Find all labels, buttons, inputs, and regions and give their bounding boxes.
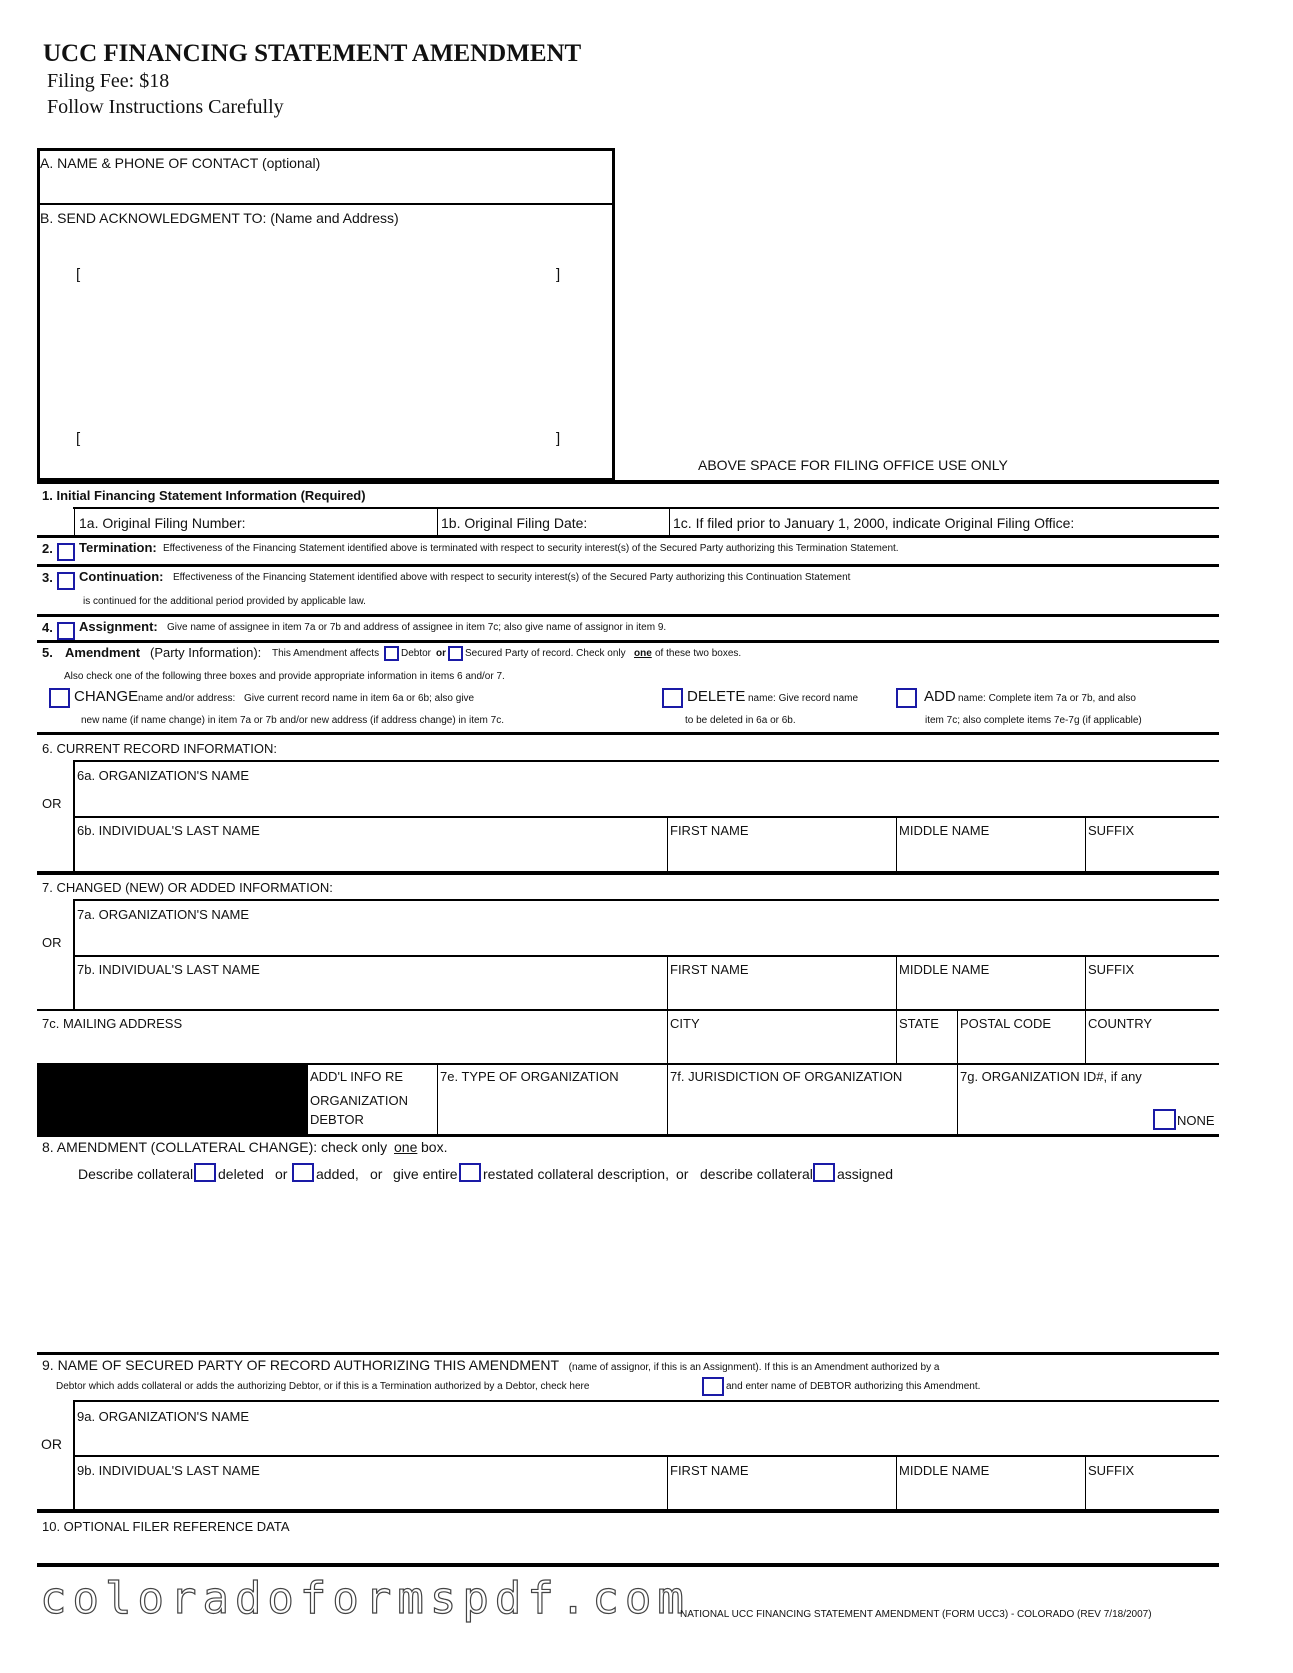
s7-or: OR: [42, 935, 62, 950]
s6-title: 6. CURRENT RECORD INFORMATION:: [42, 741, 277, 756]
collateral-deleted-checkbox[interactable]: [194, 1163, 216, 1182]
s9-title-row: [42, 1357, 1042, 1374]
watermark: coloradoformspdf.com: [40, 1573, 690, 1624]
ack-label: B. SEND ACKNOWLEDGMENT TO: (Name and Address): [40, 210, 399, 226]
debtor-checkbox[interactable]: [384, 646, 399, 661]
s10-input[interactable]: [45, 1538, 1214, 1562]
s5-change: CHANGE: [74, 688, 139, 705]
s8-deleted: deleted: [218, 1166, 264, 1182]
s5-also: Also check one of the following three boxes and provide appropriate information in items 6 and/or 7.: [64, 671, 505, 682]
s8-give: give entire: [393, 1166, 458, 1182]
s6a-label: 6a. ORGANIZATION'S NAME: [77, 768, 249, 783]
collateral-added-checkbox[interactable]: [292, 1163, 314, 1182]
continuation-checkbox[interactable]: [57, 572, 75, 590]
s5-affects: This Amendment affects: [272, 648, 380, 659]
s5-heading: Amendment: [65, 645, 141, 660]
s5-one: one: [634, 648, 652, 659]
s8-added: added,: [316, 1166, 359, 1182]
s5-number: 5.: [42, 645, 53, 660]
ack-bracket-close: ]: [556, 266, 561, 283]
collateral-assigned-checkbox[interactable]: [813, 1163, 835, 1182]
s9-first-label: FIRST NAME: [670, 1463, 749, 1478]
s7-middle-label: MIDDLE NAME: [899, 962, 990, 977]
s7f-label: 7f. JURISDICTION OF ORGANIZATION: [670, 1069, 903, 1084]
s2-heading: Termination:: [79, 540, 157, 555]
s8-box: box.: [421, 1139, 448, 1155]
delete-checkbox[interactable]: [662, 688, 683, 708]
s5-add: ADD: [924, 688, 956, 705]
s5-or: or: [436, 648, 446, 659]
s7-postal-label: POSTAL CODE: [960, 1016, 1052, 1031]
s5-delete: DELETE: [687, 688, 746, 705]
s5-change-t3: new name (if name change) in item 7a or 7b and/or new address (if address change) in item 7c.: [81, 715, 504, 726]
s9-suffix-label: SUFFIX: [1088, 1463, 1135, 1478]
s7g-label: 7g. ORGANIZATION ID#, if any: [960, 1069, 1142, 1084]
s5-add-t1: name: Complete item 7a or 7b, and also: [958, 693, 1136, 704]
s3-number: 3.: [42, 570, 53, 585]
termination-checkbox[interactable]: [57, 543, 75, 561]
s2-text: Effectiveness of the Financing Statement identified above is terminated with respect to security interest(s) of the Secured Party authorizing this Termination Statement.: [163, 543, 899, 554]
s3-text-2: is continued for the additional period provided by applicable law.: [83, 596, 366, 607]
redacted-block: [37, 1064, 308, 1136]
s9a-input[interactable]: [80, 1427, 1214, 1455]
s7-suffix-label: SUFFIX: [1088, 962, 1135, 977]
s9-or: OR: [41, 1436, 62, 1452]
ack-address-input[interactable]: [90, 265, 549, 434]
s5-delete-t2: to be deleted in 6a or 6b.: [685, 715, 796, 726]
debtor-authorizing-checkbox[interactable]: [702, 1377, 724, 1396]
s8-or-1: or: [275, 1166, 288, 1182]
s6-middle-label: MIDDLE NAME: [899, 823, 990, 838]
s1-title: 1. Initial Financing Statement Information (Required): [42, 488, 366, 503]
ack-bracket-close-2: ]: [556, 430, 561, 447]
s7d-label-1: ADD'L INFO RE: [310, 1069, 404, 1084]
filing-office-note: ABOVE SPACE FOR FILING OFFICE USE ONLY: [698, 457, 1008, 473]
s1c-label: 1c. If filed prior to January 1, 2000, indicate Original Filing Office:: [673, 515, 1075, 531]
ack-bracket-open-2: [: [76, 430, 81, 447]
s6b-label: 6b. INDIVIDUAL'S LAST NAME: [77, 823, 260, 838]
s7-state-label: STATE: [899, 1016, 939, 1031]
s10-title: 10. OPTIONAL FILER REFERENCE DATA: [42, 1519, 290, 1534]
s4-heading: Assignment:: [79, 619, 158, 634]
s4-text: Give name of assignee in item 7a or 7b and address of assignee in item 7c; also give name of assignor in item 9.: [167, 622, 667, 633]
s8-title: 8. AMENDMENT (COLLATERAL CHANGE): check only: [42, 1139, 388, 1155]
change-checkbox[interactable]: [49, 688, 70, 708]
s7d-label-2: ORGANIZATION: [310, 1093, 408, 1108]
s7d-label-3: DEBTOR: [310, 1112, 364, 1127]
s5-change-t2: Give current record name in item 6a or 6b; also give: [244, 693, 475, 704]
s5-two-boxes: of these two boxes.: [655, 648, 742, 659]
add-checkbox[interactable]: [896, 688, 917, 708]
s5-debtor: Debtor: [401, 648, 432, 659]
s5-secured: Secured Party of record. Check only: [465, 648, 626, 659]
s9-line2b: and enter name of DEBTOR authorizing this Amendment.: [726, 1381, 981, 1392]
s4-number: 4.: [42, 620, 53, 635]
assignment-checkbox[interactable]: [57, 622, 75, 640]
s8-restated: restated collateral description,: [483, 1166, 669, 1182]
none-checkbox[interactable]: [1153, 1109, 1176, 1130]
secured-party-checkbox[interactable]: [448, 646, 463, 661]
s2-number: 2.: [42, 541, 53, 556]
collateral-description-input[interactable]: [45, 1192, 1214, 1346]
s8-or-3: or: [676, 1166, 689, 1182]
s5-add-t2: item 7c; also complete items 7e-7g (if applicable): [925, 715, 1142, 726]
s9b-label: 9b. INDIVIDUAL'S LAST NAME: [77, 1463, 260, 1478]
s9-middle-label: MIDDLE NAME: [899, 1463, 990, 1478]
ack-bracket-open: [: [76, 266, 81, 283]
contact-input[interactable]: [42, 175, 606, 201]
s6-or: OR: [42, 796, 62, 811]
form-title: UCC FINANCING STATEMENT AMENDMENT: [43, 40, 582, 67]
s6a-input[interactable]: [80, 786, 1214, 814]
s9-title: 9. NAME OF SECURED PARTY OF RECORD AUTHORIZING THIS AMENDMENT: [42, 1357, 559, 1373]
s7-none-label: NONE: [1177, 1113, 1215, 1128]
s8-or-2: or: [370, 1166, 383, 1182]
s6-first-label: FIRST NAME: [670, 823, 749, 838]
s8-assigned: assigned: [837, 1166, 894, 1182]
s7-first-label: FIRST NAME: [670, 962, 749, 977]
s7a-label: 7a. ORGANIZATION'S NAME: [77, 907, 249, 922]
s1a-label: 1a. Original Filing Number:: [79, 515, 246, 531]
s8-describe-2: describe collateral: [700, 1166, 813, 1182]
filing-fee: Filing Fee: $18: [47, 70, 170, 92]
s3-heading: Continuation:: [79, 569, 164, 584]
s7e-label: 7e. TYPE OF ORGANIZATION: [440, 1069, 619, 1084]
s7-country-label: COUNTRY: [1088, 1016, 1153, 1031]
s6-suffix-label: SUFFIX: [1088, 823, 1135, 838]
s3-text: Effectiveness of the Financing Statement identified above with respect to security interest(s) of the Secured Party authorizing this Continuation Statement: [173, 572, 851, 583]
form-identifier: NATIONAL UCC FINANCING STATEMENT AMENDMENT (FORM UCC3) - COLORADO (REV 7/18/2007): [680, 1609, 1152, 1620]
s5-delete-t1: name: Give record name: [748, 693, 859, 704]
s9-line2a: Debtor which adds collateral or adds the authorizing Debtor, or if this is a Termination authorized by a Debtor, check here: [56, 1381, 590, 1392]
s5-change-t1: name and/or address:: [138, 693, 236, 704]
s7b-label: 7b. INDIVIDUAL'S LAST NAME: [77, 962, 260, 977]
s1b-label: 1b. Original Filing Date:: [441, 515, 588, 531]
s7-city-label: CITY: [670, 1016, 700, 1031]
s9-title-small: (name of assignor, if this is an Assignment). If this is an Amendment authorized by a: [568, 1362, 940, 1373]
s5-heading-2: (Party Information):: [150, 645, 262, 660]
s8-describe: Describe collateral: [78, 1166, 194, 1182]
s7a-input[interactable]: [80, 925, 1214, 953]
collateral-restated-checkbox[interactable]: [459, 1163, 481, 1182]
contact-label: A. NAME & PHONE OF CONTACT (optional): [40, 155, 321, 171]
instructions-note: Follow Instructions Carefully: [47, 96, 284, 118]
s7c-label: 7c. MAILING ADDRESS: [42, 1016, 183, 1031]
s7-title: 7. CHANGED (NEW) OR ADDED INFORMATION:: [42, 880, 333, 895]
s8-one: one: [394, 1139, 418, 1155]
s9a-label: 9a. ORGANIZATION'S NAME: [77, 1409, 249, 1424]
